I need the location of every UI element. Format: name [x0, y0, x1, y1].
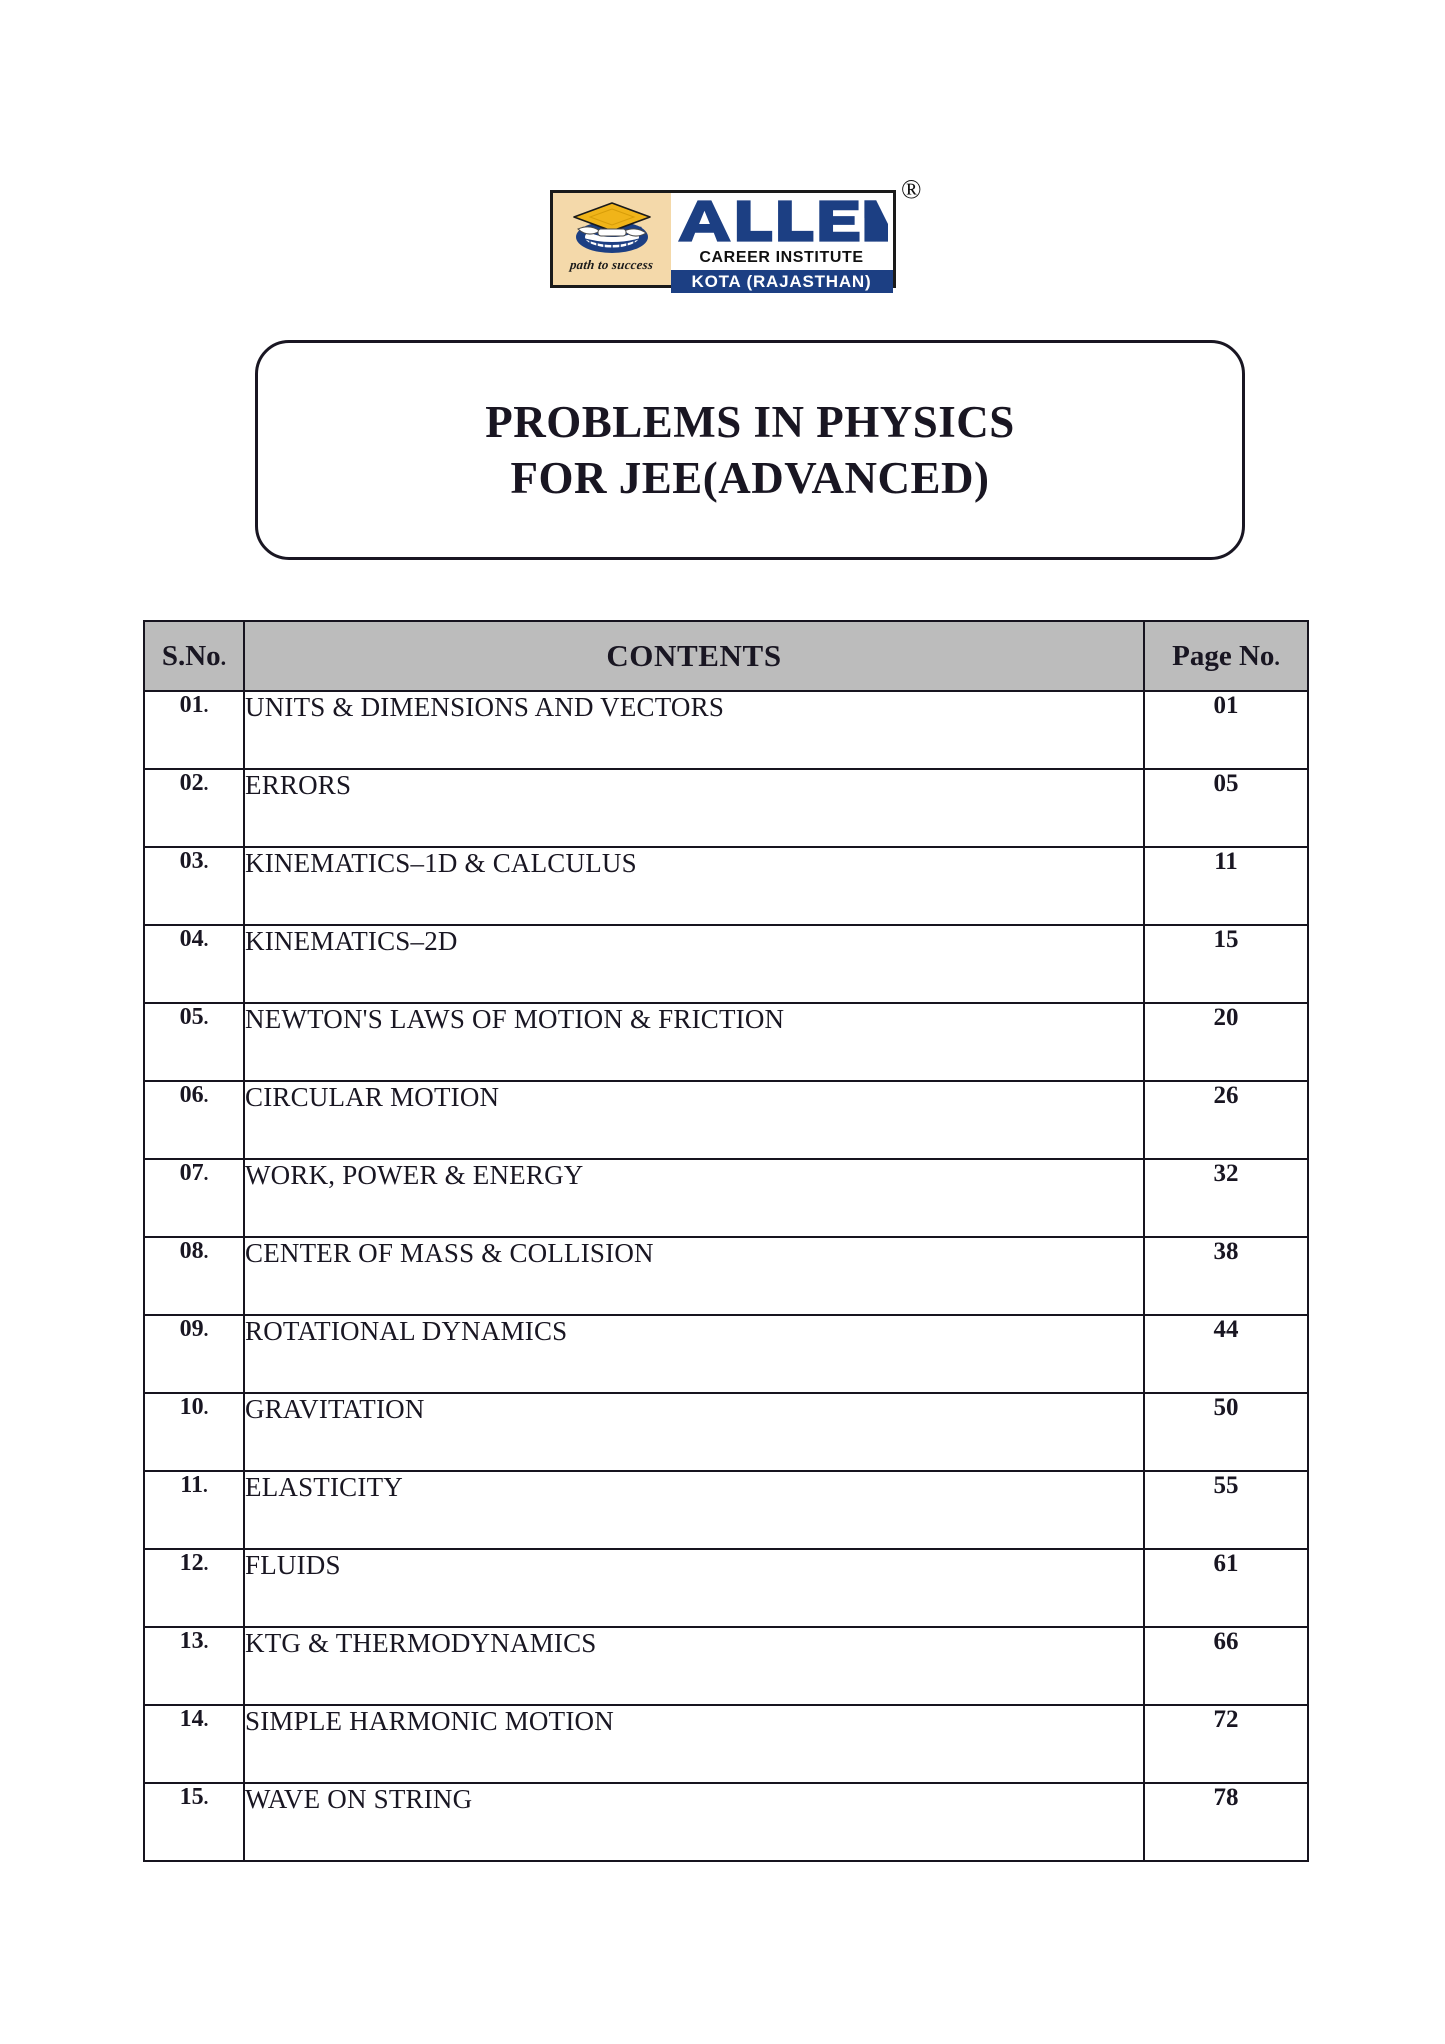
row-chapter-title[interactable]: ROTATIONAL DYNAMICS [244, 1315, 1144, 1393]
row-serial-value: 12 [179, 1550, 204, 1576]
row-serial-number [144, 1471, 244, 1549]
row-serial-number [144, 1315, 244, 1393]
logo-text-panel [671, 193, 893, 291]
table-row[interactable] [144, 691, 1308, 769]
row-serial-dot: . [203, 930, 209, 951]
document-title-box [255, 340, 1245, 560]
row-serial-number [144, 1393, 244, 1471]
row-serial-number [144, 1627, 244, 1705]
column-header-contents: CONTENTS [244, 621, 1144, 691]
row-chapter-title[interactable]: KINEMATICS–2D [244, 925, 1144, 1003]
column-header-sno [144, 621, 244, 691]
row-serial-dot: . [203, 1788, 209, 1809]
table-row[interactable] [144, 1315, 1308, 1393]
table-row[interactable] [144, 1159, 1308, 1237]
graduation-cap-icon [564, 197, 660, 259]
column-header-sno-dot: . [220, 644, 227, 670]
row-serial-dot: . [203, 774, 209, 795]
row-serial-value: 10 [179, 1394, 204, 1420]
row-serial-dot: . [203, 1164, 209, 1185]
table-row[interactable] [144, 847, 1308, 925]
row-page-number: 66 [1144, 1627, 1308, 1705]
logo-subtitle: CAREER INSTITUTE [699, 249, 864, 266]
row-serial-number [144, 769, 244, 847]
row-serial-dot: . [203, 1632, 209, 1653]
logo-emblem-panel [553, 193, 671, 285]
table-row[interactable] [144, 1627, 1308, 1705]
row-page-number: 11 [1144, 847, 1308, 925]
row-serial-value: 04 [179, 926, 204, 952]
logo-brand-wordmark [671, 193, 893, 247]
table-row[interactable] [144, 1705, 1308, 1783]
row-chapter-title[interactable]: GRAVITATION [244, 1393, 1144, 1471]
row-chapter-title[interactable]: CENTER OF MASS & COLLISION [244, 1237, 1144, 1315]
row-page-number: 61 [1144, 1549, 1308, 1627]
table-row[interactable] [144, 1471, 1308, 1549]
row-serial-value: 11 [180, 1472, 203, 1498]
row-serial-number [144, 925, 244, 1003]
row-serial-value: 15 [179, 1784, 204, 1810]
row-serial-value: 03 [179, 848, 204, 874]
row-serial-number [144, 1783, 244, 1861]
row-chapter-title[interactable]: KINEMATICS–1D & CALCULUS [244, 847, 1144, 925]
logo-location: KOTA (RAJASTHAN) [671, 268, 893, 293]
table-row[interactable] [144, 1081, 1308, 1159]
row-serial-value: 02 [179, 770, 204, 796]
column-header-sno-label: S.No [161, 639, 221, 672]
row-serial-number [144, 1237, 244, 1315]
row-page-number: 20 [1144, 1003, 1308, 1081]
row-serial-value: 14 [179, 1706, 204, 1732]
row-chapter-title[interactable]: WORK, POWER & ENERGY [244, 1159, 1144, 1237]
row-chapter-title[interactable]: WAVE ON STRING [244, 1783, 1144, 1861]
row-serial-value: 13 [179, 1628, 204, 1654]
table-row[interactable] [144, 925, 1308, 1003]
row-page-number: 50 [1144, 1393, 1308, 1471]
table-row[interactable] [144, 1393, 1308, 1471]
contents-table [143, 620, 1309, 1862]
table-row[interactable] [144, 1783, 1308, 1861]
row-page-number: 55 [1144, 1471, 1308, 1549]
row-serial-value: 07 [179, 1160, 204, 1186]
row-page-number: 38 [1144, 1237, 1308, 1315]
logo-tagline: path to success [569, 257, 654, 272]
row-serial-dot: . [203, 1008, 209, 1029]
row-serial-number [144, 1705, 244, 1783]
row-serial-dot: . [203, 1554, 209, 1575]
table-row[interactable] [144, 1003, 1308, 1081]
column-header-page-label: Page No [1172, 639, 1275, 672]
row-serial-value: 06 [179, 1082, 204, 1108]
row-chapter-title[interactable]: UNITS & DIMENSIONS AND VECTORS [244, 691, 1144, 769]
column-header-page-dot: . [1274, 644, 1280, 670]
table-row[interactable] [144, 1549, 1308, 1627]
row-chapter-title[interactable]: ELASTICITY [244, 1471, 1144, 1549]
row-chapter-title[interactable]: ERRORS [244, 769, 1144, 847]
row-serial-value: 05 [179, 1004, 204, 1030]
column-header-page [1144, 621, 1308, 691]
row-chapter-title[interactable]: KTG & THERMODYNAMICS [244, 1627, 1144, 1705]
row-serial-dot: . [203, 852, 209, 873]
row-chapter-title[interactable]: NEWTON'S LAWS OF MOTION & FRICTION [244, 1003, 1144, 1081]
row-page-number: 78 [1144, 1783, 1308, 1861]
row-serial-value: 01 [179, 692, 204, 718]
table-header-row [144, 621, 1308, 691]
row-serial-number [144, 1159, 244, 1237]
row-serial-dot: . [203, 696, 209, 717]
logo-container [0, 174, 1445, 291]
row-serial-value: 09 [179, 1316, 204, 1342]
table-row[interactable] [144, 1237, 1308, 1315]
row-serial-number [144, 1003, 244, 1081]
row-page-number: 01 [1144, 691, 1308, 769]
row-serial-dot: . [203, 1710, 209, 1731]
row-serial-number [144, 691, 244, 769]
row-page-number: 72 [1144, 1705, 1308, 1783]
registered-trademark-icon: ® [900, 174, 922, 204]
row-serial-dot: . [202, 1476, 208, 1497]
row-chapter-title[interactable]: CIRCULAR MOTION [244, 1081, 1144, 1159]
page-title-line-2: FOR JEE(ADVANCED) [510, 453, 990, 503]
row-serial-dot: . [203, 1320, 209, 1341]
row-chapter-title[interactable]: SIMPLE HARMONIC MOTION [244, 1705, 1144, 1783]
row-serial-dot: . [203, 1242, 209, 1263]
table-row[interactable] [144, 769, 1308, 847]
row-serial-dot: . [203, 1398, 209, 1419]
row-serial-value: 08 [179, 1238, 204, 1264]
contents-table-body [144, 691, 1308, 1861]
row-page-number: 32 [1144, 1159, 1308, 1237]
row-page-number: 44 [1144, 1315, 1308, 1393]
allen-logo [550, 190, 896, 291]
row-chapter-title[interactable]: FLUIDS [244, 1549, 1144, 1627]
row-page-number: 15 [1144, 925, 1308, 1003]
page-title-line-1: PROBLEMS IN PHYSICS [485, 396, 1015, 447]
row-serial-number [144, 1081, 244, 1159]
row-serial-number [144, 847, 244, 925]
row-serial-dot: . [203, 1086, 209, 1107]
row-serial-number [144, 1549, 244, 1627]
row-page-number: 05 [1144, 769, 1308, 847]
row-page-number: 26 [1144, 1081, 1308, 1159]
